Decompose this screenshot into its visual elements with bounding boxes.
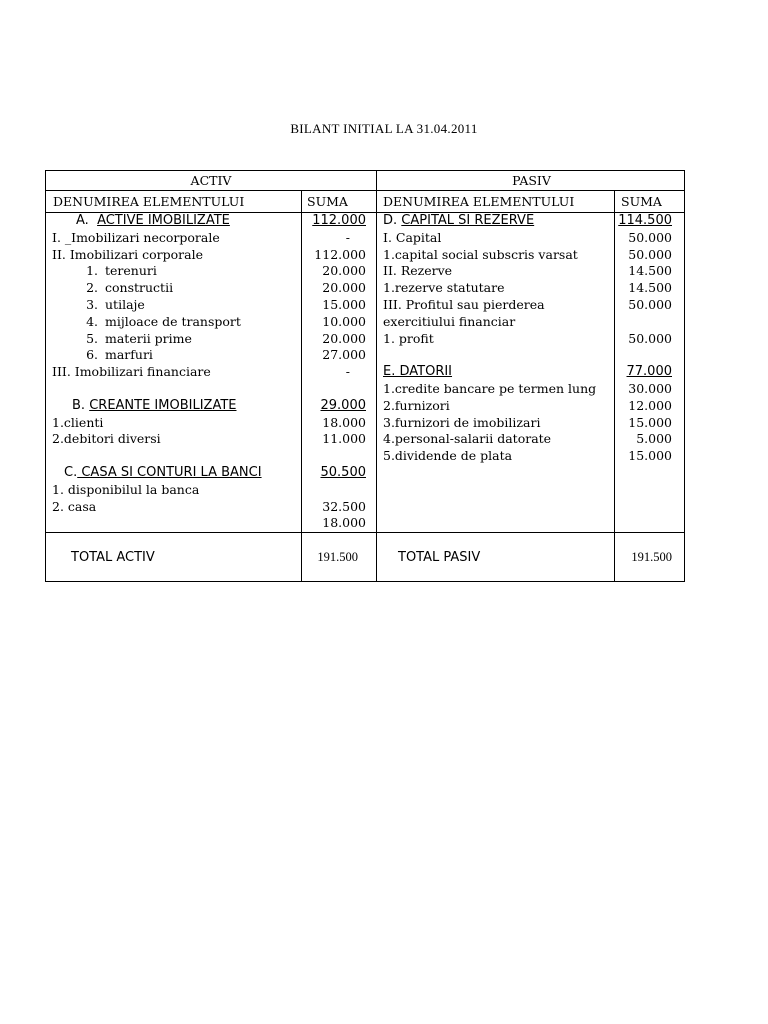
activ-row-i: I. _Imobilizari necorporale	[52, 229, 220, 245]
activ-sums-column	[302, 213, 366, 532]
pasiv-sum-column-header: SUMA	[621, 194, 662, 209]
pasiv-debt-3-sum: 15.000	[628, 414, 672, 430]
activ-row-c1: 1. disponibilul la banca	[52, 481, 200, 497]
pasiv-debt-1-sum: 30.000	[628, 380, 672, 396]
activ-item-4-sum: 10.000	[322, 313, 366, 329]
section-b-sum: 29.000	[320, 397, 366, 413]
balance-sheet-table	[45, 170, 685, 582]
section-d-title	[383, 213, 611, 230]
total-pasiv-label: TOTAL PASIV	[398, 550, 481, 565]
pasiv-row-rezerve: II. Rezerve	[383, 263, 453, 279]
section-a-label: ACTIVE IMOBILIZATE	[97, 213, 230, 228]
section-b-label: CREANTE IMOBILIZATE	[89, 397, 237, 413]
total-divider	[46, 532, 684, 533]
pasiv-debt-1: 1.credite bancare pe termen lung	[383, 380, 597, 396]
activ-row-b1-sum: 18.000	[322, 414, 366, 430]
pasiv-row-rezerve-sum: 14.500	[628, 263, 672, 279]
pasiv-debt-3: 3.furnizori de imobilizari	[383, 414, 541, 430]
activ-row-ii: II. Imobilizari corporale	[52, 246, 203, 262]
activ-item-4: 4. mijloace de transport	[86, 313, 241, 329]
pasiv-row-profit-header: III. Profitul sau pierderea	[383, 296, 545, 312]
pasiv-row-profit-header-2: exercitiului financiar	[383, 313, 516, 329]
section-a-title	[52, 213, 298, 230]
activ-row-b2-sum: 11.000	[322, 431, 366, 447]
pasiv-name-column-header: DENUMIREA ELEMENTULUI	[383, 194, 575, 209]
pasiv-debt-4-sum: 5.000	[636, 431, 672, 447]
activ-row-c3-sum: 18.000	[322, 515, 366, 531]
section-b-prefix: B.	[72, 397, 86, 413]
section-b-title	[52, 398, 298, 415]
activ-item-3-sum: 15.000	[322, 296, 366, 312]
section-a-sum: 112.000	[312, 213, 366, 228]
section-a-prefix: A.	[76, 213, 89, 228]
total-pasiv-sum: 191.500	[631, 550, 672, 564]
activ-name-column-header: DENUMIREA ELEMENTULUI	[53, 194, 245, 209]
section-d-prefix: D.	[383, 213, 398, 228]
pasiv-row-capital: I. Capital	[383, 229, 442, 245]
activ-item-1-sum: 20.000	[322, 263, 366, 279]
activ-row-i-sum: -	[345, 229, 350, 245]
pasiv-row-capital-1-sum: 50.000	[628, 246, 672, 262]
activ-item-6-sum: 27.000	[322, 347, 366, 363]
pasiv-row-rezerve-1: 1.rezerve statutare	[383, 280, 505, 296]
activ-row-c2-sum: 32.500	[322, 498, 366, 514]
pasiv-debt-5: 5.dividende de plata	[383, 448, 513, 464]
activ-sum-column-header: SUMA	[307, 194, 348, 209]
pasiv-debt-2-sum: 12.000	[628, 397, 672, 413]
activ-item-5-sum: 20.000	[322, 330, 366, 346]
pasiv-names-column	[383, 213, 611, 465]
activ-row-b1: 1.clienti	[52, 414, 104, 430]
activ-header: ACTIV	[190, 173, 232, 188]
section-c-prefix: C.	[64, 464, 78, 480]
section-c-sum: 50.500	[320, 464, 366, 480]
activ-row-iii-sum: -	[345, 364, 350, 380]
pasiv-debt-4: 4.personal-salarii datorate	[383, 431, 552, 447]
pasiv-debt-2: 2.furnizori	[383, 397, 450, 413]
total-activ-label: TOTAL ACTIV	[71, 550, 155, 565]
activ-names-column	[52, 213, 298, 515]
pasiv-row-capital-sum: 50.000	[628, 229, 672, 245]
section-e-title: E. DATORII	[383, 364, 453, 380]
section-c-title	[52, 465, 298, 482]
pasiv-header: PASIV	[512, 173, 551, 188]
section-d-sum: 114.500	[618, 213, 672, 228]
activ-item-1: 1. terenuri	[86, 263, 157, 279]
activ-row-iii: III. Imobilizari financiare	[52, 364, 211, 380]
total-activ-sum: 191.500	[317, 550, 358, 564]
activ-item-2: 2. constructii	[86, 280, 174, 296]
activ-item-2-sum: 20.000	[322, 280, 366, 296]
document-title: BILANT INITIAL LA 31.04.2011	[290, 121, 478, 136]
activ-row-ii-sum: 112.000	[314, 246, 366, 262]
pasiv-sums-column	[615, 213, 672, 465]
section-d-label: CAPITAL SI REZERVE	[401, 213, 535, 228]
activ-row-c2: 2. casa	[52, 498, 97, 514]
activ-item-6: 6. marfuri	[86, 347, 153, 363]
section-c-label: CASA SI CONTURI LA BANCI	[77, 464, 262, 480]
pasiv-debt-5-sum: 15.000	[628, 448, 672, 464]
pasiv-row-profit-1: 1. profit	[383, 330, 434, 346]
activ-row-b2: 2.debitori diversi	[52, 431, 161, 447]
pasiv-row-rezerve-1-sum: 14.500	[628, 280, 672, 296]
activ-item-3: 3. utilaje	[86, 296, 145, 312]
section-e-sum: 77.000	[626, 364, 672, 380]
pasiv-row-profit-1-sum: 50.000	[628, 330, 672, 346]
pasiv-row-profit-header-sum: 50.000	[628, 296, 672, 312]
activ-item-5: 5. materii prime	[86, 330, 192, 346]
pasiv-row-capital-1: 1.capital social subscris varsat	[383, 246, 578, 262]
activ-pasiv-divider	[376, 171, 377, 581]
